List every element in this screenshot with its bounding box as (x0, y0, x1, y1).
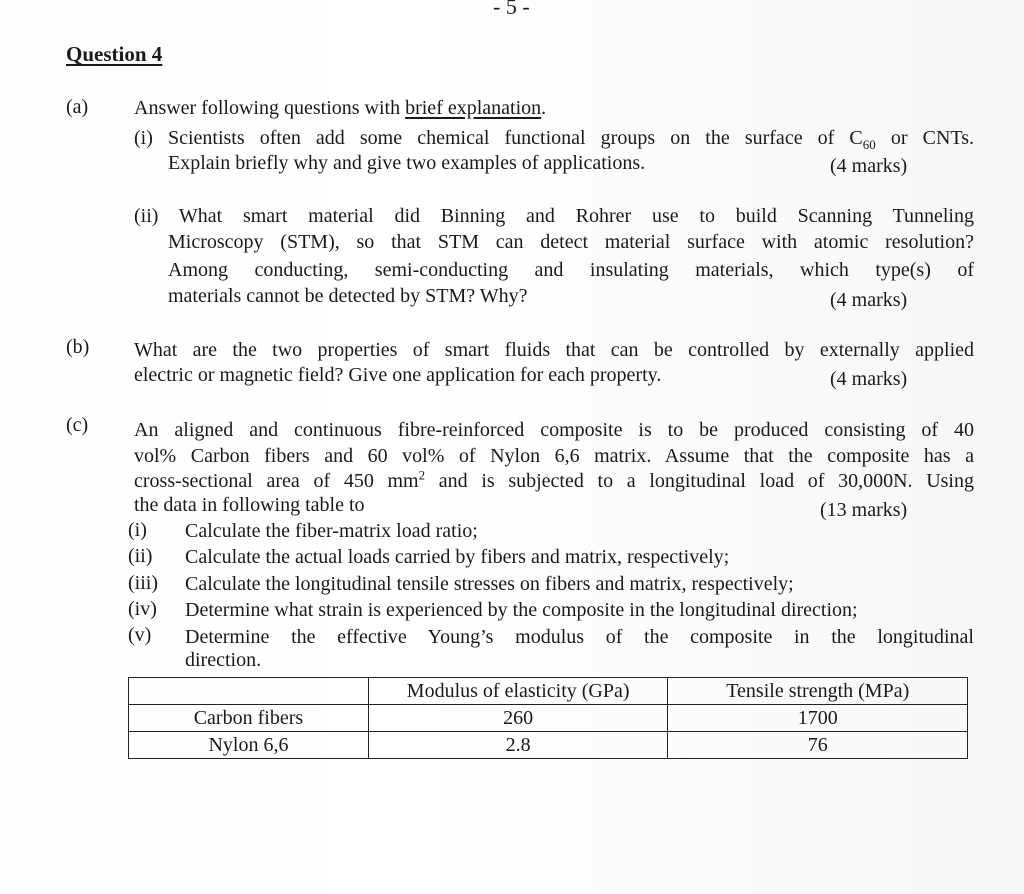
part-a-ii-line3: Among conducting, semi-conducting and insulating materials, which type(s) of (168, 259, 974, 281)
part-a-ii-line2: Microscopy (STM), so that STM can detect material surface with atomic resolution? (168, 231, 974, 253)
part-c-line4: the data in following table to (134, 494, 365, 516)
part-c-line1: An aligned and continuous fibre-reinforced composite is to be produced consisting of 40 (134, 419, 974, 441)
question-title: Question 4 (66, 42, 163, 66)
part-a-label: (a) (66, 96, 89, 118)
part-c-item-num: (v) (128, 624, 152, 646)
table-cell: Nylon 6,6 (129, 732, 369, 759)
material-data-table (128, 677, 968, 759)
part-c-line2: vol% Carbon fibers and 60 vol% of Nylon 6,6 matrix. Assume that the composite has a (134, 445, 974, 467)
table-header-row (129, 678, 968, 705)
part-b-line2: electric or magnetic field? Give one application for each property. (134, 364, 662, 386)
part-c-marks: (13 marks) (820, 499, 908, 521)
part-c-item-text: Determine the effective Young’s modulus of the composite in the longitudinal (185, 626, 974, 648)
part-a-ii-line1: (ii) What smart material did Binning and Rohrer use to build Scanning Tunneling (134, 205, 974, 227)
part-a-i-line1-pre: (i) Scientists often add some chemical functional groups on the surface of C (134, 127, 863, 149)
table-cell: 260 (368, 705, 668, 732)
c60-subscript: 60 (862, 137, 876, 152)
part-c-item-num: (ii) (128, 545, 153, 567)
table-cell: 2.8 (368, 732, 668, 759)
part-a-i-marks: (4 marks) (830, 155, 908, 177)
part-c-item-num: (iii) (128, 572, 158, 594)
part-c-label: (c) (66, 414, 89, 436)
part-c-item-text: Calculate the actual loads carried by fibers and matrix, respectively; (185, 546, 730, 568)
part-c-item-text: Calculate the longitudinal tensile stresses on fibers and matrix, respectively; (185, 573, 794, 595)
part-c-line3-pre: cross-sectional area of 450 mm (134, 470, 419, 492)
part-c-item-num: (i) (128, 519, 147, 541)
part-b-label: (b) (66, 336, 90, 358)
part-a-intro-underlined: brief explanation (405, 97, 542, 119)
part-c-item-text: Calculate the fiber-matrix load ratio; (185, 520, 478, 542)
part-c-item-v-cont: direction. (185, 649, 262, 671)
part-a-intro (134, 97, 546, 120)
table-cell: 1700 (668, 705, 968, 732)
part-c-item-text: Determine what strain is experienced by the composite in the longitudinal direction; (185, 599, 858, 621)
part-a-intro-text: Answer following questions with (134, 97, 406, 119)
part-a-ii-marks: (4 marks) (830, 289, 908, 311)
table-header-cell: Tensile strength (MPa) (668, 678, 968, 705)
part-c-item-num: (iv) (128, 598, 157, 620)
part-c-line3-post: and is subjected to a longitudinal load of 30,000N. Using (425, 470, 974, 492)
part-c-line3 (134, 467, 974, 493)
part-a-intro-end: . (541, 97, 547, 119)
part-a-ii-line4: materials cannot be detected by STM? Why? (168, 285, 528, 307)
part-a-i-line1 (134, 127, 974, 150)
part-a-i-line1-post: or CNTs. (875, 127, 975, 149)
table-cell: 76 (668, 732, 968, 759)
part-a-i-line2: Explain briefly why and give two examples of applications. (168, 152, 646, 174)
table-header-cell: Modulus of elasticity (GPa) (368, 678, 668, 705)
part-b-marks: (4 marks) (830, 368, 908, 390)
table-header-cell (129, 678, 369, 705)
part-b-line1: What are the two properties of smart fluids that can be controlled by externally applied (134, 339, 974, 361)
table-row (129, 705, 968, 732)
table-row (129, 732, 968, 759)
table-cell: Carbon fibers (129, 705, 369, 732)
page-number: - 5 - (493, 0, 530, 19)
mm2-superscript: 2 (418, 467, 426, 483)
